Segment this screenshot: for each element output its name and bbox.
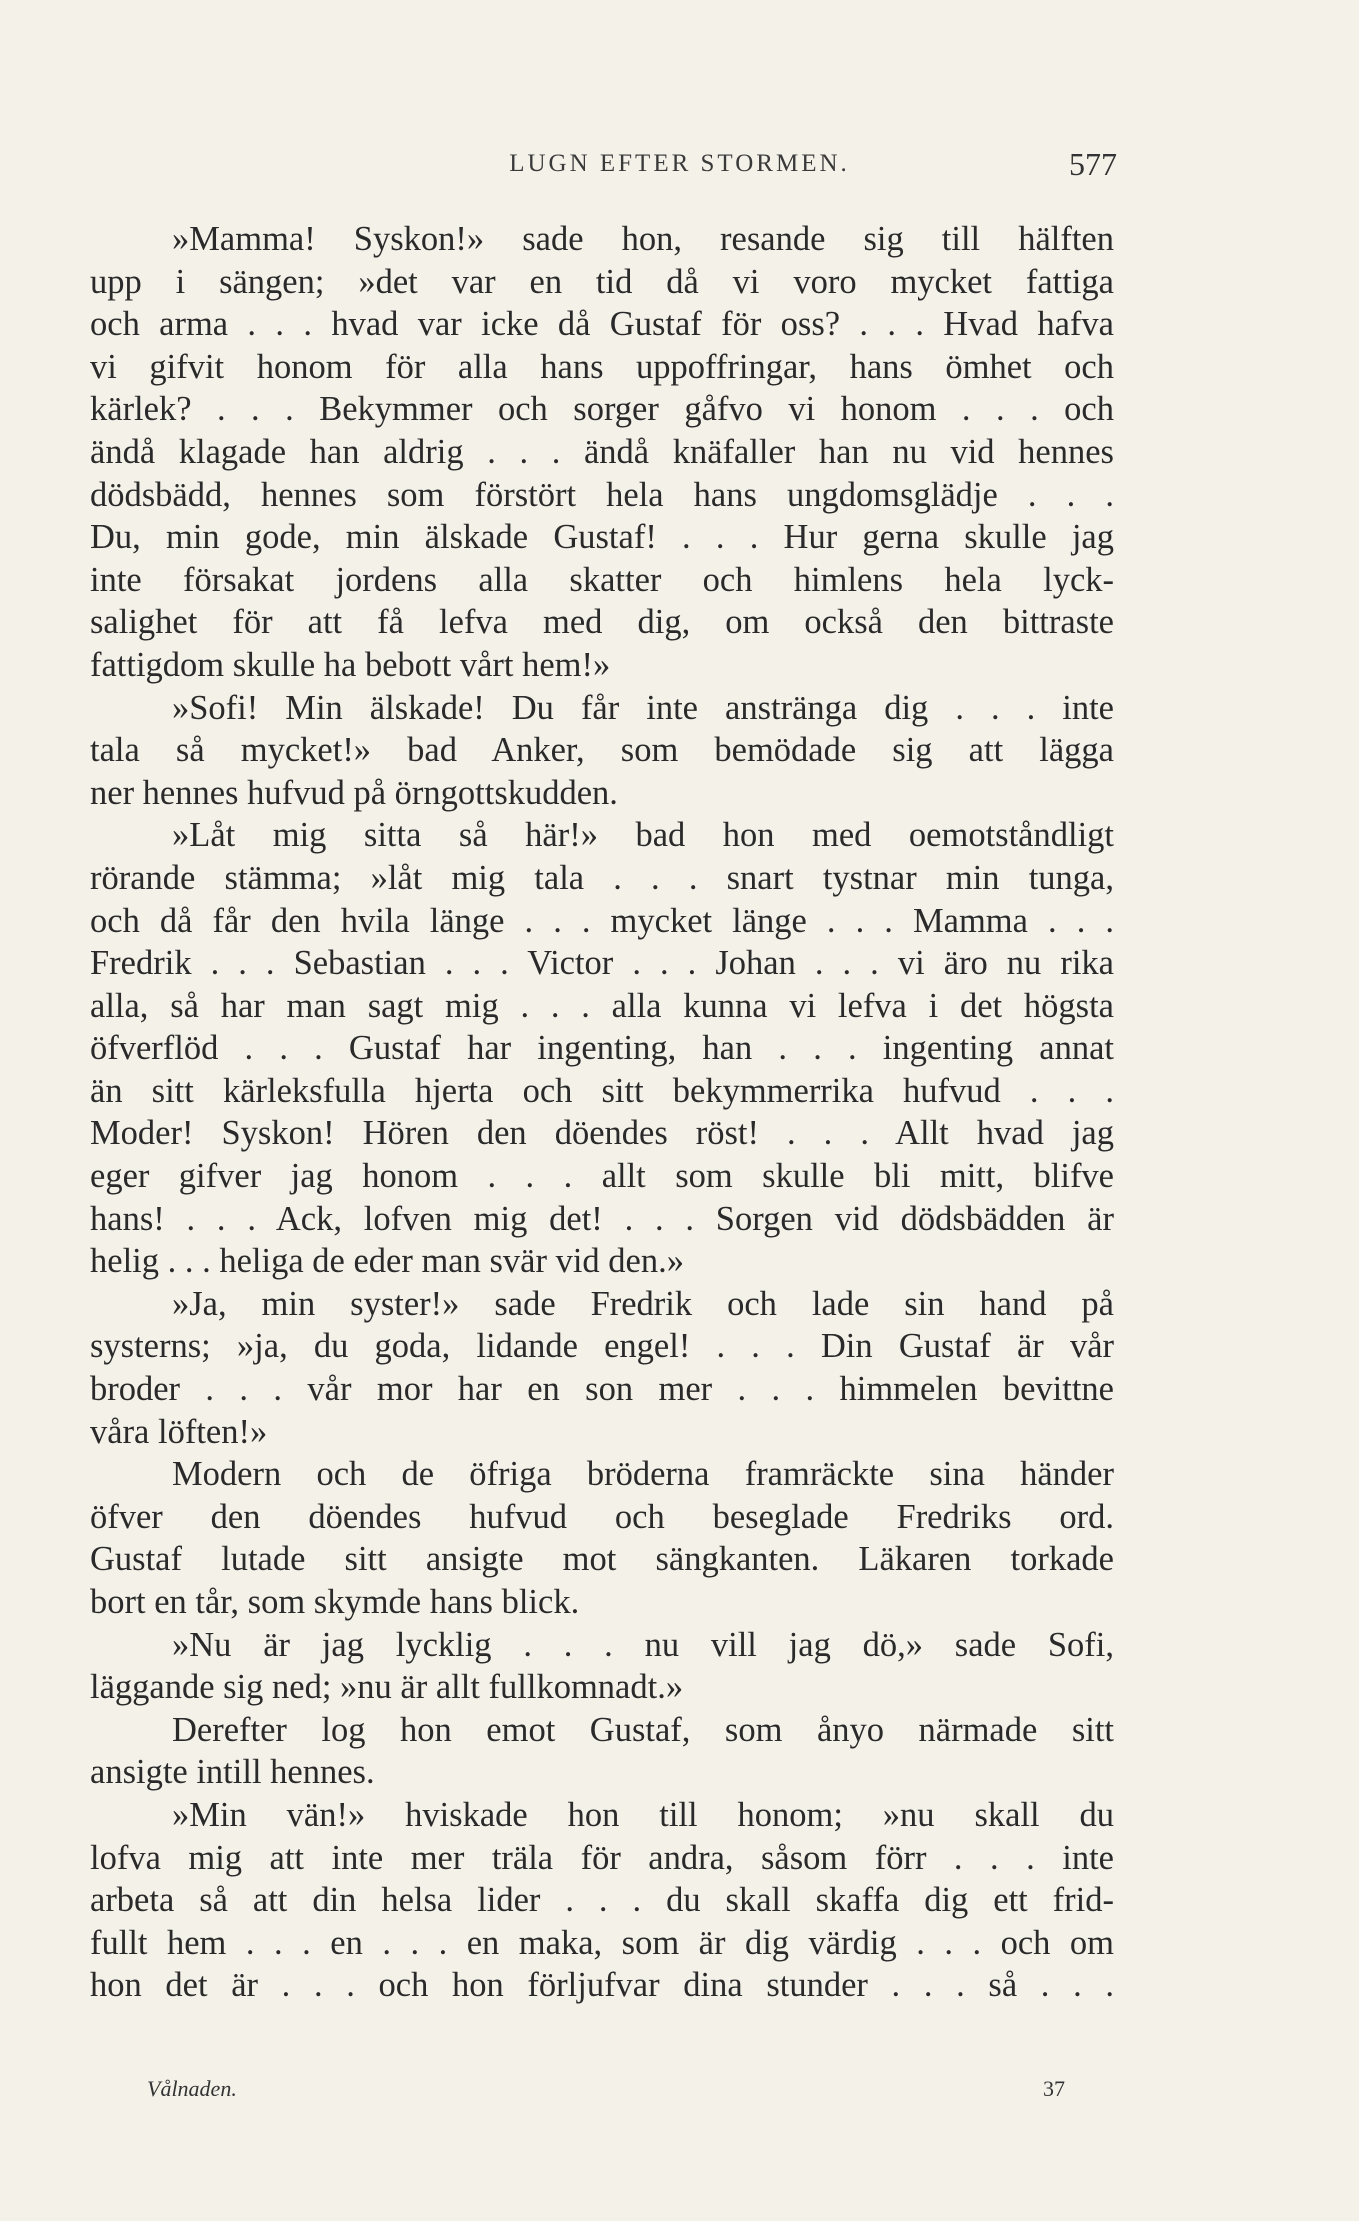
text-line: dödsbädd, hennes som förstört hela hans ungdomsglädje . . .	[90, 475, 1114, 514]
text-line: hon det är . . . och hon förljufvar dina stunder . . . så . . .	[90, 1966, 1114, 2005]
text-line: inte försakat jordens alla skatter och himlens hela lyck-	[90, 560, 1114, 599]
text-line: ner hennes hufvud på örngottskudden.	[90, 773, 618, 812]
text-line: Fredrik . . . Sebastian . . . Victor . . . Johan . . . vi äro nu rika	[90, 944, 1114, 983]
text-line: helig . . . heliga de eder man svär vid den.»	[90, 1242, 684, 1281]
text-line: kärlek? . . . Bekymmer och sorger gåfvo vi honom . . . och	[90, 390, 1114, 429]
page-footer	[90, 2076, 1114, 2116]
text-line: bort en tår, som skymde hans blick.	[90, 1583, 580, 1621]
text-line: tala så mycket!» bad Anker, som bemödade sig att lägga	[90, 731, 1114, 770]
text-line: »Mamma! Syskon!» sade hon, resande sig till hälften	[172, 220, 1114, 258]
running-title: LUGN EFTER STORMEN.	[509, 150, 850, 177]
text-line: broder . . . vår mor har en son mer . . . himmelen bevittne	[90, 1370, 1114, 1409]
text-line: öfver den döendes hufvud och beseglade Fredriks ord.	[90, 1497, 1114, 1536]
text-line: »Min vän!» hviskade hon till honom; »nu skall du	[172, 1795, 1114, 1834]
text-line: än sitt kärleksfulla hjerta och sitt bekymmerrika hufvud . . .	[90, 1071, 1114, 1110]
text-line: och arma . . . hvad var icke då Gustaf för oss? . . . Hvad hafva	[90, 305, 1114, 344]
text-line: »Sofi! Min älskade! Du får inte anstränga dig . . . inte	[172, 688, 1114, 727]
text-line: »Låt mig sitta så här!» bad hon med oemotståndligt	[172, 816, 1114, 855]
text-line: lofva mig att inte mer träla för andra, såsom förr . . . inte	[90, 1838, 1114, 1877]
text-line: öfverflöd . . . Gustaf har ingenting, han . . . ingenting annat	[90, 1029, 1114, 1068]
text-line: läggande sig ned; »nu är allt fullkomnadt.»	[90, 1668, 684, 1707]
sheet-number: 37	[1043, 2076, 1065, 2101]
text-line: salighet för att få lefva med dig, om också den bittraste	[90, 603, 1114, 642]
text-line: fattigdom skulle ha bebott vårt hem!»	[90, 645, 611, 684]
text-line: arbeta så att din helsa lider . . . du skall skaffa dig ett frid-	[90, 1881, 1114, 1920]
text-line: fullt hem . . . en . . . en maka, som är dig värdig . . . och om	[90, 1923, 1114, 1962]
text-line: våra löften!»	[90, 1412, 268, 1451]
text-line: och då får den hvila länge . . . mycket länge . . . Mamma . . .	[90, 901, 1114, 940]
text-line: Moder! Syskon! Hören den döendes röst! . . . Allt hvad jag	[90, 1114, 1114, 1153]
text-line: Gustaf lutade sitt ansigte mot sängkanten. Läkaren torkade	[90, 1540, 1114, 1579]
text-line: eger gifver jag honom . . . allt som skulle bli mitt, blifve	[90, 1157, 1114, 1196]
text-line: »Ja, min syster!» sade Fredrik och lade sin hand på	[172, 1284, 1114, 1323]
text-line: hans! . . . Ack, lofven mig det! . . . Sorgen vid dödsbädden är	[90, 1199, 1114, 1238]
text-line: Modern och de öfriga bröderna framräckte sina händer	[172, 1455, 1114, 1494]
text-line: alla, så har man sagt mig . . . alla kunna vi lefva i det högsta	[90, 986, 1114, 1025]
text-line: systerns; »ja, du goda, lidande engel! . . . Din Gustaf är vår	[90, 1327, 1114, 1366]
text-line: upp i sängen; »det var en tid då vi voro mycket fattiga	[90, 262, 1114, 301]
text-line: Du, min gode, min älskade Gustaf! . . . Hur gerna skulle jag	[90, 518, 1114, 557]
text-line: ändå klagade han aldrig . . . ändå knäfaller han nu vid hennes	[90, 432, 1114, 471]
body-text	[90, 218, 1114, 2007]
page-number: 577	[1069, 146, 1117, 182]
text-line: vi gifvit honom för alla hans uppoffringar, hans ömhet och	[90, 347, 1114, 386]
text-line: rörande stämma; »låt mig tala . . . snart tystnar min tunga,	[90, 858, 1114, 897]
text-line: Derefter log hon emot Gustaf, som ånyo närmade sitt	[172, 1710, 1114, 1749]
page-header	[0, 146, 1359, 190]
text-line: »Nu är jag lycklig . . . nu vill jag dö,» sade Sofi,	[172, 1625, 1114, 1664]
signature-mark: Vålnaden.	[147, 2076, 237, 2101]
text-line: ansigte intill hennes.	[90, 1753, 375, 1792]
